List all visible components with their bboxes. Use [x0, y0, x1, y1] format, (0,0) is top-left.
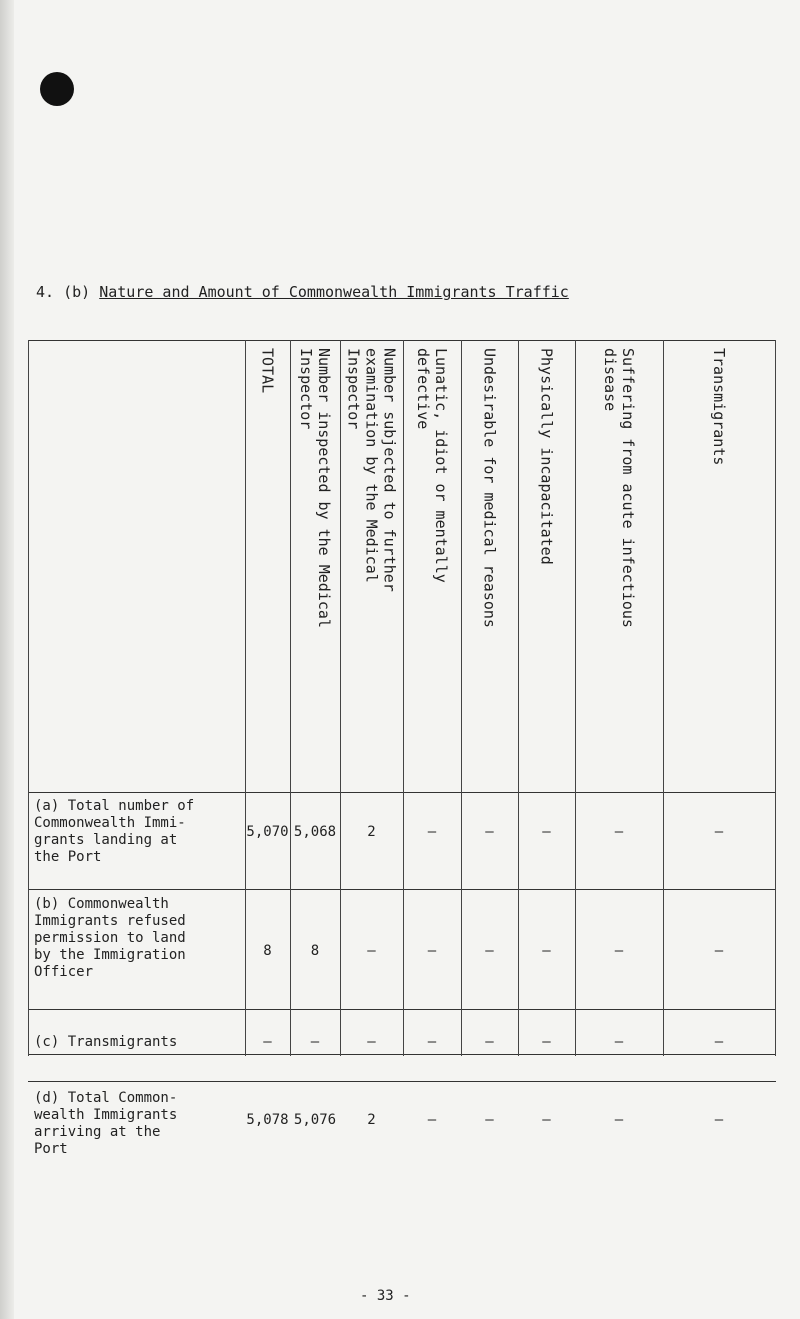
- col-head-label: Number inspected by the Medical Inspector: [297, 348, 333, 628]
- table-cell: –: [427, 1112, 437, 1128]
- row-label-c: (c) Transmigrants: [34, 1034, 178, 1050]
- punch-hole: [40, 72, 74, 106]
- table-cell: –: [542, 1112, 551, 1128]
- col-head-further-exam: [340, 348, 403, 788]
- table-cell: 2: [367, 1112, 376, 1128]
- col-head-transmigrants: [663, 348, 775, 788]
- col-head-lunatic: [403, 348, 461, 788]
- scan-edge: [0, 0, 14, 1319]
- table-cell: 5,068: [293, 824, 337, 840]
- col-head-label: Suffering from acute infectious disease: [601, 348, 637, 628]
- table-cell: –: [542, 824, 551, 840]
- immigrants-table: [28, 340, 776, 1157]
- table-cell: –: [263, 1034, 272, 1050]
- table-cell: –: [614, 943, 624, 959]
- col-head-total: [245, 348, 290, 788]
- table-cell: –: [310, 1034, 320, 1050]
- table-cell: –: [714, 943, 724, 959]
- page-number: - 33 -: [360, 1288, 411, 1304]
- col-rule: [28, 340, 29, 1056]
- col-head-label: Undesirable for medical reasons: [480, 348, 499, 628]
- table-cell: –: [427, 824, 437, 840]
- table-cell: –: [485, 943, 494, 959]
- col-head-label: Number subjected to further examination by the Medical Inspector: [344, 348, 399, 592]
- row-rule: [28, 1081, 776, 1082]
- col-head-label: Physically incapacitated: [537, 348, 556, 565]
- table-cell: –: [714, 824, 724, 840]
- row-label-d: (d) Total Common- wealth Immigrants arriving at the Port: [34, 1090, 178, 1157]
- col-head-label: Lunatic, idiot or mentally defective: [414, 348, 450, 583]
- table-cell: –: [714, 1112, 724, 1128]
- table-cell: –: [427, 943, 437, 959]
- section-title: Nature and Amount of Commonwealth Immigrants Traffic: [99, 283, 569, 301]
- table-cell: 8: [263, 943, 272, 959]
- table-cell: –: [542, 943, 551, 959]
- table-cell: –: [542, 1034, 551, 1050]
- table-cell: –: [614, 1112, 624, 1128]
- col-head-inspected: [290, 348, 340, 788]
- table-cell: 5,078: [246, 1112, 289, 1128]
- section-heading: [36, 283, 569, 301]
- table-cell: –: [367, 1034, 376, 1050]
- table-cell: 8: [310, 943, 320, 959]
- table-cell: –: [485, 1034, 494, 1050]
- row-label-b: (b) Commonwealth Immigrants refused permission to land by the Immigration Officer: [34, 896, 186, 980]
- table-cell: –: [714, 1034, 724, 1050]
- col-head-infectious: [575, 348, 663, 788]
- col-head-incapacitated: [518, 348, 575, 788]
- table-cell: 2: [367, 824, 376, 840]
- col-head-label: Transmigrants: [710, 348, 728, 466]
- table-cell: –: [367, 943, 376, 959]
- row-label-a: (a) Total number of Commonwealth Immi- grants landing at the Port: [34, 798, 195, 865]
- col-rule: [775, 340, 776, 1056]
- table-cell: 5,076: [293, 1112, 337, 1128]
- table-cell: 5,070: [246, 824, 289, 840]
- section-number: 4. (b): [36, 283, 91, 301]
- table-cell: –: [614, 1034, 624, 1050]
- table-cell: –: [485, 1112, 494, 1128]
- table-cell: –: [485, 824, 494, 840]
- col-head-label: TOTAL: [258, 348, 277, 394]
- col-head-undesirable: [461, 348, 518, 788]
- table-cell: –: [427, 1034, 437, 1050]
- table-cell: –: [614, 824, 624, 840]
